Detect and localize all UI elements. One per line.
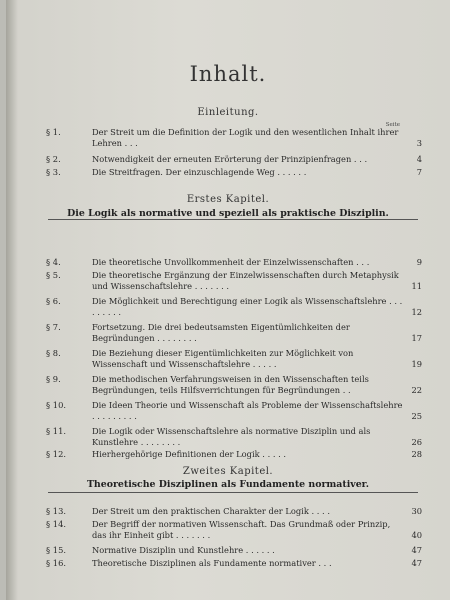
entry-number: § 5.	[46, 270, 61, 280]
entry-text: Normative Disziplin und Kunstlehre . . . . . .	[92, 545, 275, 555]
toc-entry	[46, 348, 422, 371]
toc-entry	[46, 322, 422, 345]
entry-text: Die theoretische Unvollkommenheit der Einzelwissenschaften . . .	[92, 257, 370, 267]
entry-page: 30	[411, 506, 422, 516]
kapitel1-underline	[48, 219, 418, 220]
kapitel2-heading: Zweites Kapitel.	[182, 466, 274, 477]
kapitel1-subheading: Die Logik als normative und speziell als praktische Disziplin.	[67, 208, 389, 219]
toc-entry	[46, 449, 422, 460]
toc-entry	[46, 257, 422, 268]
entry-text: Der Streit um den praktischen Charakter der Logik . . . .	[92, 506, 330, 516]
entry-text: Die Ideen Theorie und Wissenschaft als Probleme der Wissenschaftslehre . . . . . . . . .	[92, 400, 403, 422]
entry-number: § 13.	[46, 506, 66, 516]
entry-page: 3	[416, 138, 422, 149]
toc-entry	[46, 519, 422, 542]
entry-page: 22	[411, 385, 422, 396]
seite-label: Seite	[385, 122, 400, 128]
entry-text: Theoretische Disziplinen als Fundamente normativer . . .	[92, 558, 332, 568]
entry-number: § 1.	[46, 127, 61, 137]
entry-number: § 15.	[46, 545, 66, 555]
entry-page: 40	[411, 530, 422, 541]
entry-page: 9	[416, 257, 422, 267]
entry-page: 11	[411, 281, 422, 292]
entry-page: 47	[411, 545, 422, 555]
entry-number: § 10.	[46, 400, 66, 410]
entry-number: § 9.	[46, 374, 61, 384]
toc-entry	[46, 154, 422, 165]
entry-text: Der Streit um die Definition der Logik und den wesentlichen Inhalt ihrer Lehren . . .	[92, 127, 399, 149]
entry-number: § 14.	[46, 519, 66, 529]
entry-page: 4	[416, 154, 422, 164]
toc-entry	[46, 506, 422, 517]
entry-text: Notwendigkeit der erneuten Erörterung der Prinzipienfragen . . .	[92, 154, 368, 164]
book-page	[6, 0, 450, 600]
entry-text: Die methodischen Verfahrungsweisen in den Wissenschaften teils Begründungen, teils Hilfsverrichtungen für Begründungen . .	[92, 374, 369, 396]
entry-page: 25	[411, 411, 422, 422]
toc-entry	[46, 270, 422, 293]
toc-entry	[46, 426, 422, 449]
kapitel2-underline	[48, 492, 418, 493]
page-gutter-shadow	[6, 0, 18, 600]
entry-text: Die theoretische Ergänzung der Einzelwissenschaften durch Metaphysik und Wissenschaftslehre . . . . . . .	[92, 270, 399, 292]
entry-page: 19	[411, 359, 422, 370]
entry-page: 47	[411, 558, 422, 568]
toc-entry	[46, 127, 422, 150]
entry-text: Die Möglichkeit und Berechtigung einer Logik als Wissenschaftslehre . . . . . . . . .	[92, 296, 403, 318]
entry-page: 17	[411, 333, 422, 344]
entry-number: § 4.	[46, 257, 61, 267]
entry-page: 28	[411, 449, 422, 459]
entry-text: Hierhergehörige Definitionen der Logik . . . . .	[92, 449, 287, 459]
entry-number: § 12.	[46, 449, 66, 459]
entry-text: Der Begriff der normativen Wissenschaft. Das Grundmaß oder Prinzip, das ihr Einheit gibt . . . . . . .	[92, 519, 391, 541]
entry-number: § 6.	[46, 296, 61, 306]
toc-entry	[46, 374, 422, 397]
toc-entry	[46, 296, 422, 319]
toc-entry	[46, 400, 422, 423]
kapitel2-subheading: Theoretische Disziplinen als Fundamente normativer.	[86, 479, 370, 490]
toc-entry	[46, 545, 422, 556]
entry-text: Die Streitfragen. Der einzuschlagende Weg . . . . . .	[92, 167, 307, 177]
entry-text: Fortsetzung. Die drei bedeutsamsten Eigentümlichkeiten der Begründungen . . . . . . . .	[92, 322, 350, 344]
toc-entry	[46, 167, 422, 178]
entry-number: § 2.	[46, 154, 61, 164]
entry-text: Die Logik oder Wissenschaftslehre als normative Disziplin und als Kunstlehre . . . . . . . .	[92, 426, 371, 448]
kapitel1-heading: Erstes Kapitel.	[186, 194, 270, 205]
entry-page: 12	[411, 307, 422, 318]
entry-text: Die Beziehung dieser Eigentümlichkeiten zur Möglichkeit von Wissenschaft und Wissenschaftslehre . . . . .	[92, 348, 354, 370]
entry-number: § 16.	[46, 558, 66, 568]
entry-page: 7	[416, 167, 422, 177]
entry-number: § 3.	[46, 167, 61, 177]
einleitung-heading: Einleitung.	[197, 107, 259, 118]
toc-entry	[46, 558, 422, 569]
entry-number: § 11.	[46, 426, 66, 436]
entry-page: 26	[411, 437, 422, 448]
entry-number: § 8.	[46, 348, 61, 358]
page-title: Inhalt.	[189, 62, 267, 86]
entry-number: § 7.	[46, 322, 61, 332]
